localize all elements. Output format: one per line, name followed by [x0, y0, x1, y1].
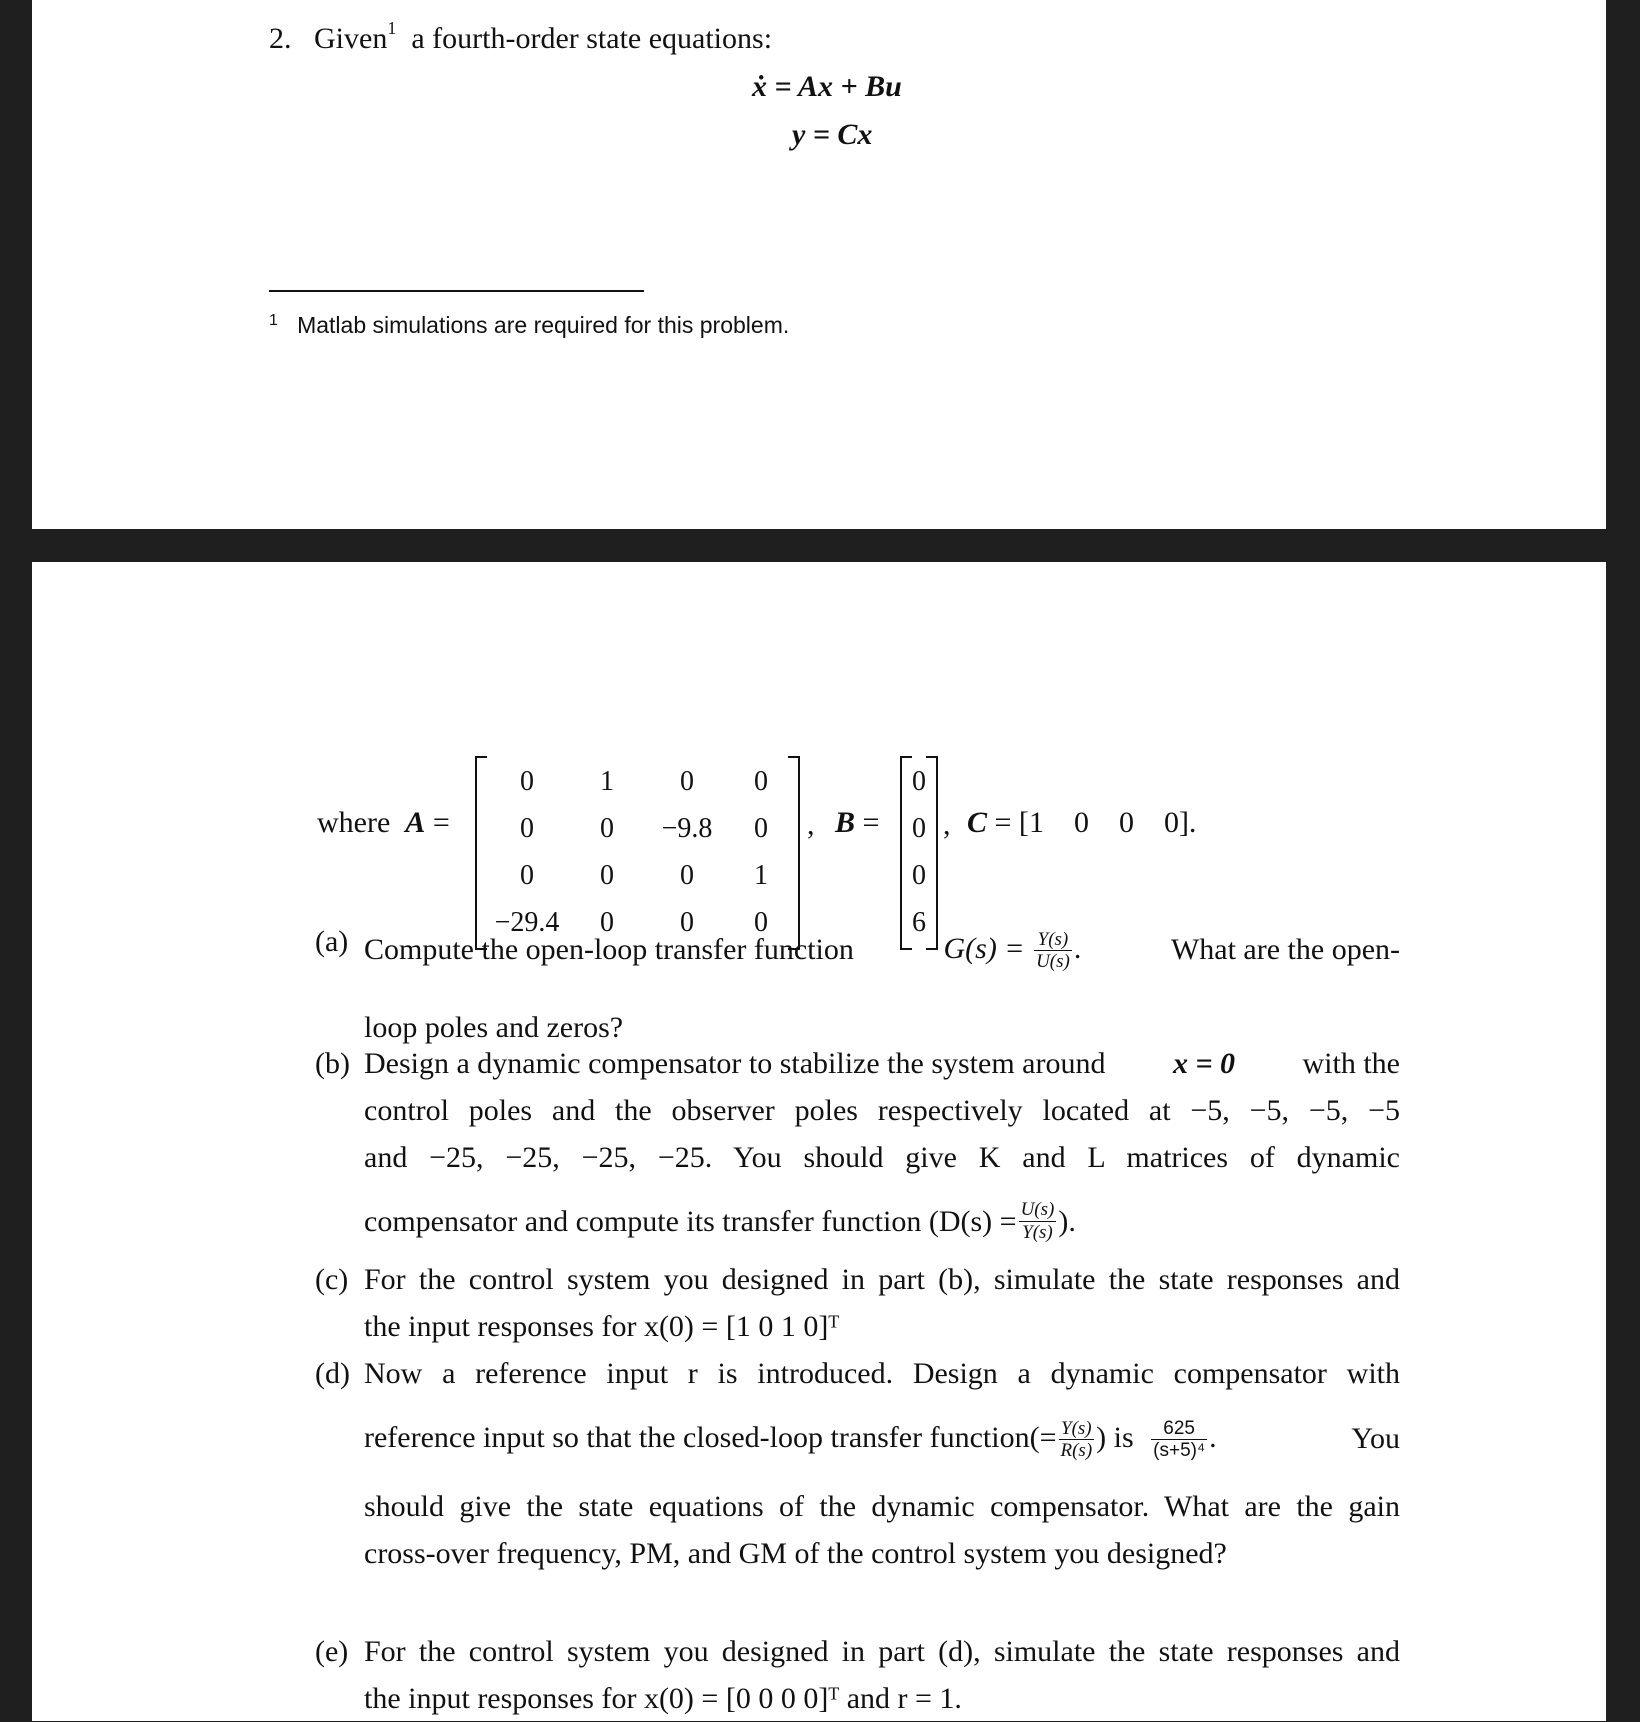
matrix-a-cell: 0 [680, 766, 694, 797]
matrix-b-cell: 0 [912, 860, 926, 891]
part-a-line1: Compute the open-loop transfer function G(s) = $\frac{Y(s)}{U(s)}$ . What are the open- [364, 918, 1400, 980]
part-d-text-2-post: You [1351, 1421, 1400, 1455]
frac-num: U(s) [1020, 1198, 1055, 1220]
part-d-line2: reference input so that the closed-loop transfer function(= $\frac{Y(s)}{R(s)}$ ) is $\frac{625}{\text{(s+5)⁴}}$ . You [364, 1407, 1400, 1469]
frac-den: (s+5)⁴ [1153, 1440, 1206, 1462]
fraction-u-over-y [1019, 1199, 1057, 1244]
matrix-a-cell: 0 [520, 860, 534, 891]
part-b [364, 1040, 1400, 1251]
problem-number: 2. [269, 22, 292, 55]
matrix-a-cell: 1 [754, 860, 768, 891]
footnote-text: Matlab simulations are required for this problem. [297, 312, 790, 338]
state-equation: ẋ = Ax + Bu [752, 70, 902, 103]
part-a-line2: loop poles and zeros? [364, 1011, 624, 1044]
footnote [269, 312, 789, 339]
part-a-text: Compute the open-loop transfer function [364, 932, 854, 966]
matrix-a-cell: 0 [754, 766, 768, 797]
matrix-c-cell: 0 [1163, 806, 1179, 839]
part-e-line1: For the control system you designed in part (d), simulate the state responses and [364, 1635, 1400, 1668]
part-e [364, 1628, 1400, 1722]
part-b-line1 [364, 1040, 1400, 1087]
matrix-c-label: C [967, 806, 988, 839]
part-d-line4: cross-over frequency, PM, and GM of the control system you designed? [364, 1537, 1227, 1570]
intro-rest: a fourth-order state equations: [411, 22, 773, 55]
part-d-text-2: reference input so that the closed-loop transfer function(= [364, 1420, 1057, 1454]
matrix-c-cell: 0 [1073, 806, 1089, 839]
footnote-mark: 1 [387, 18, 397, 38]
frac-num: 625 [1151, 1418, 1207, 1441]
intro-word: Given [314, 22, 388, 55]
comma: , [943, 808, 951, 841]
matrix-a-cell: 0 [520, 766, 534, 797]
matrix-a-cell: 0 [600, 813, 614, 844]
frac-den: R(s) [1060, 1440, 1093, 1462]
part-e-line2: the input responses for x(0) = [0 0 0 0]ᵀ and r = 1. [364, 1682, 962, 1715]
frac-den: Y(s) [1022, 1221, 1053, 1243]
part-c [364, 1256, 1400, 1350]
x-equals-zero: x = 0 [1172, 1047, 1236, 1080]
part-a [364, 918, 1400, 1051]
part-b-text: Design a dynamic compensator to stabilize the system around [364, 1047, 1106, 1080]
frac-num: Y(s) [1059, 1418, 1095, 1441]
part-c-line2: the input responses for x(0) = [1 0 1 0]ᵀ [364, 1310, 840, 1343]
part-b-text-4: compensator and compute its transfer function (D(s) = [364, 1204, 1017, 1238]
matrix-a-cell: 0 [754, 907, 768, 938]
part-a-label: (a) [315, 925, 349, 958]
matrix-a-label: A [405, 806, 426, 839]
matrix-b-cell: 6 [912, 907, 926, 938]
part-d-text-2-mid: ) is [1096, 1420, 1134, 1454]
fraction-y-over-r [1059, 1418, 1095, 1463]
part-b-text-4-post: ). [1058, 1204, 1076, 1238]
part-d-line1: Now a reference input r is introduced. Design a dynamic compensator with [364, 1357, 1400, 1390]
part-e-label: (e) [315, 1635, 349, 1668]
part-a-text-post: What are the open- [1170, 932, 1400, 966]
part-b-line3: and −25, −25, −25, −25. You should give K and L matrices of dynamic [364, 1141, 1400, 1174]
matrix-b-cell: 0 [912, 813, 926, 844]
matrix-a-cell: 0 [600, 860, 614, 891]
frac-den: U(s) [1036, 951, 1070, 973]
matrix-a-cell: −9.8 [661, 813, 713, 844]
problem-heading [269, 18, 773, 56]
matrix-b-label: B [835, 806, 856, 839]
part-b-text-post: with the [1302, 1047, 1400, 1080]
part-d [364, 1350, 1400, 1577]
matrix-b-prefix: B = [835, 806, 880, 839]
matrix-a-cell: 1 [600, 766, 614, 797]
where-label: where [317, 806, 391, 839]
matrix-c: C = [1 0 0 0]. [967, 806, 1197, 839]
matrix-a-cell: 0 [754, 813, 768, 844]
g-of-s: G(s) = [943, 931, 1025, 965]
matrix-a-cell: 0 [520, 813, 534, 844]
fraction-y-over-u [1034, 929, 1072, 974]
matrix-c-cell: 1 [1028, 806, 1044, 839]
fraction-625 [1151, 1418, 1207, 1463]
matrix-a-cell: 0 [680, 907, 694, 938]
part-b-line2: control poles and the observer poles respectively located at −5, −5, −5, −5 [364, 1094, 1400, 1127]
matrix-a-cell: 0 [680, 860, 694, 891]
part-b-label: (b) [315, 1047, 350, 1080]
part-d-line3: should give the state equations of the dynamic compensator. What are the gain [364, 1490, 1400, 1523]
footnote-divider [269, 290, 644, 292]
output-equation: y = Cx [792, 118, 873, 151]
page-top [32, 0, 1606, 529]
part-d-label: (d) [315, 1357, 350, 1390]
part-c-line1: For the control system you designed in part (b), simulate the state responses and [364, 1263, 1400, 1296]
frac-num: Y(s) [1034, 929, 1072, 952]
where-clause: where A = [317, 806, 450, 839]
page-bottom [32, 562, 1606, 1721]
matrix-a-cell: −29.4 [494, 907, 560, 938]
part-c-label: (c) [315, 1263, 349, 1296]
matrix-a-cell: 0 [600, 907, 614, 938]
matrix-c-cell: 0 [1118, 806, 1134, 839]
part-b-line4 [364, 1191, 1400, 1251]
matrix-b-cell: 0 [912, 766, 926, 797]
comma: , [807, 808, 815, 841]
footnote-number: 1 [269, 312, 278, 329]
